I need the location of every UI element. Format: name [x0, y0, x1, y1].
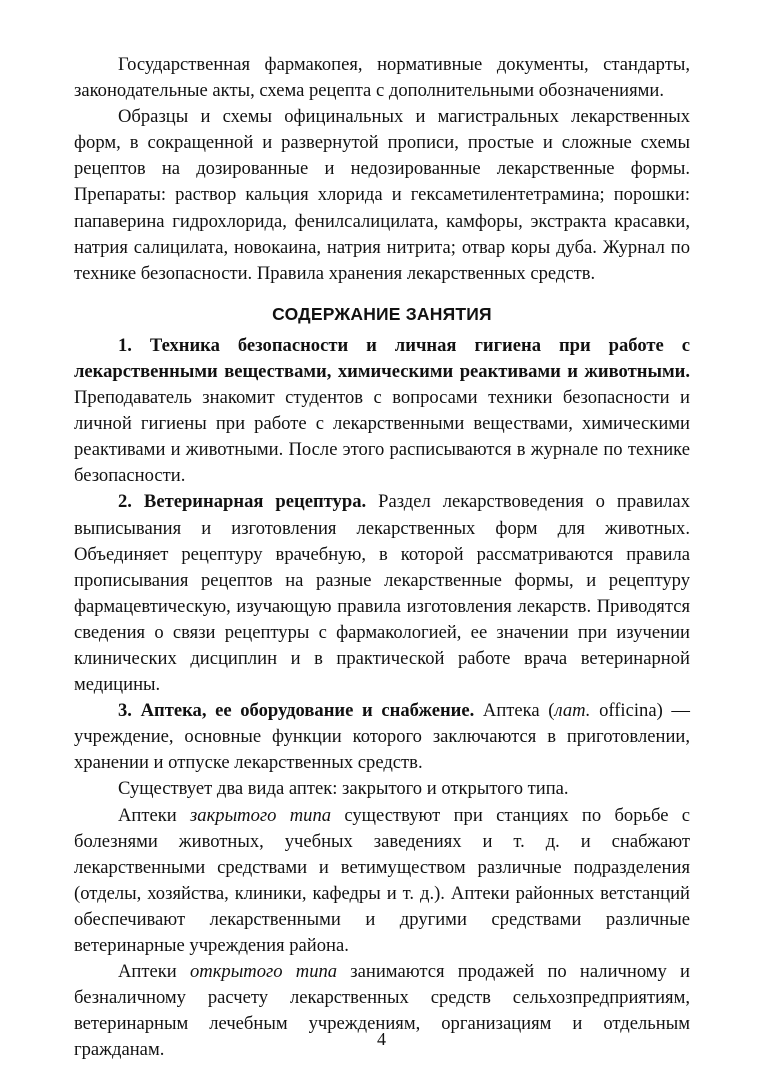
item-3-heading: 3. Аптека, ее оборудование и снабжение. — [118, 700, 475, 722]
item-2-paragraph — [74, 489, 690, 698]
intro-paragraph-1: Государственная фармакопея, нормативные документы, стандарты, законодательные акты, схема рецепта с дополнительными обозначениями. — [74, 54, 690, 102]
item-1-heading: 1. Техника безопасности и личная гигиена при работе с лекарственными веществами, химическими реактивами и животными. — [74, 334, 690, 382]
item-1-text: Преподаватель знакомит студентов с вопросами техники безопасности и личной гигиены при работе с лекарственными веществами, химическими реактивами и животными. После этого расписываются в журнале по технике безопасности. — [74, 387, 690, 487]
open-emphasis: открытого типа — [189, 961, 338, 983]
item-3-text-before: Аптека ( — [474, 700, 555, 722]
page-body — [74, 52, 690, 1063]
open-before: Аптеки — [118, 961, 190, 983]
closed-emphasis: закрытого типа — [190, 804, 332, 826]
open-after: занимаются продажей по наличному и безналичному расчету лекарственных средств сельхозпредприятиям, ветеринарным лечебным учреждениям, организациям и отдельным гражданам. — [74, 961, 690, 1061]
section-title: СОДЕРЖАНИЕ ЗАНЯТИЯ — [272, 303, 492, 324]
pharmacy-types-paragraph: Существует два вида аптек: закрытого и открытого типа. — [118, 778, 569, 800]
closed-after: существуют при станциях по борьбе с болезнями животных, учебных заведениях и т. д. и снабжают лекарственными средствами и ветимуществом различные подразделения (отделы, хозяйства, клиники, кафедры и т. д.). Аптеки районных ветстанций обеспечивают лекарственными и другими средствами различные ветеринарные учреждения района. — [74, 804, 691, 956]
item-3-text-after: officina) — учреждение, основные функции которого заключаются в приготовлении, хранении и отпуске лекарственных средств. — [74, 700, 690, 774]
page-number: 4 — [377, 1029, 386, 1049]
latin-label: лат. — [554, 700, 591, 722]
item-1-paragraph — [74, 333, 690, 490]
closed-type-paragraph — [74, 803, 690, 960]
item-2-text: Раздел лекарствоведения о правилах выписывания и изготовления лекарственных форм для животных. Объединяет рецептуру врачебную, в которой рассматриваются правила прописывания рецептов на разные лекарственные формы, и рецептуру фармацевтическую, изучающую правила изготовления лекарств. Приводятся сведения о связи рецептуры с фармакологией, ее значении при изучении клинических дисциплин и в практической работе врача ветеринарной медицины. — [74, 491, 690, 696]
closed-before: Аптеки — [118, 804, 191, 826]
intro-paragraph-2: Образцы и схемы официнальных и магистральных лекарственных форм, в сокращенной и развернутой прописи, простые и сложные схемы рецептов на дозированные и недозированные лекарственные формы. Препараты: раствор кальция хлорида и гексаметилентетрамина; порошки: папаверина гидрохлорида, фенилсалицилата, камфоры, экстракта красавки, натрия салицилата, новокаина, натрия нитрита; отвар коры дуба. Журнал по технике безопасности. Правила хранения лекарственных средств. — [74, 106, 690, 284]
item-3-paragraph — [74, 698, 690, 776]
item-2-heading: 2. Ветеринарная рецептура. — [118, 491, 367, 513]
